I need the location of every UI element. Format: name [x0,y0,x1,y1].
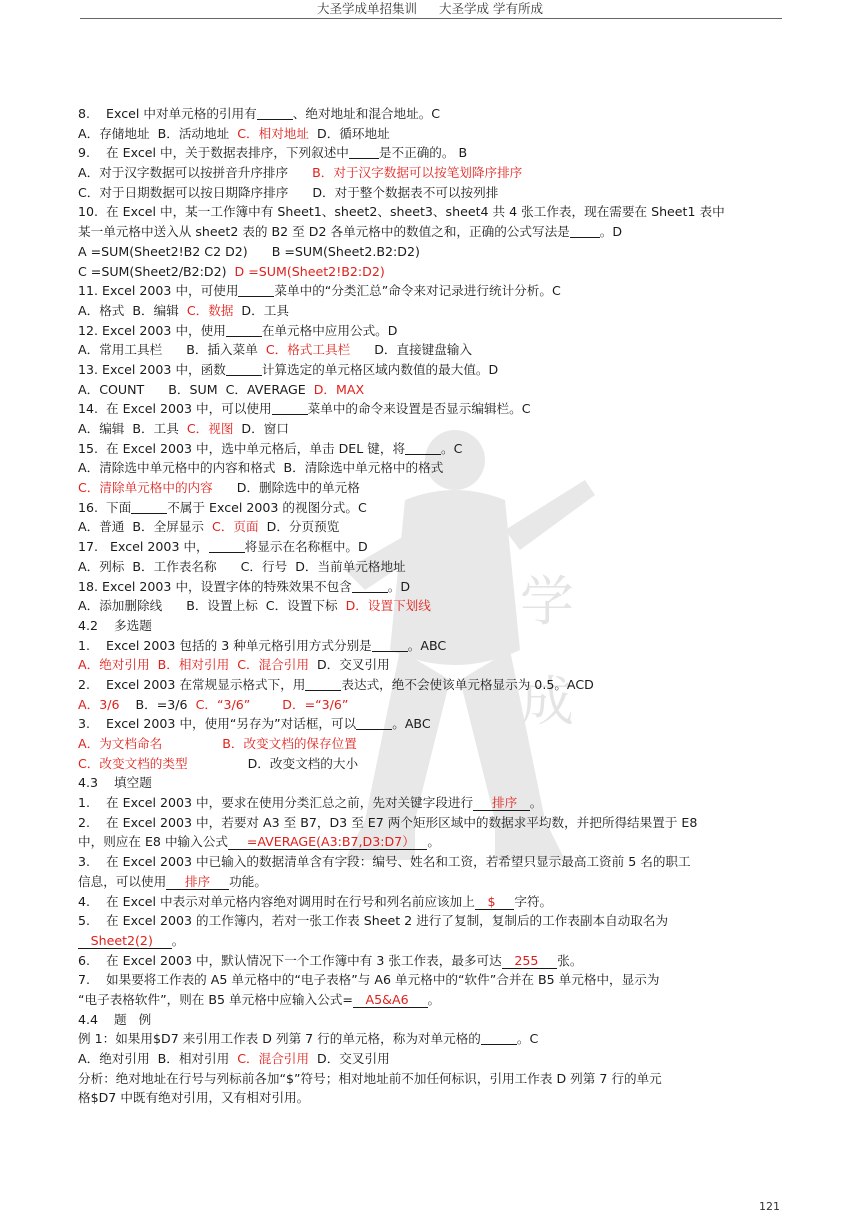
text-line [78,695,784,715]
question-text: 例 1：如果用$D7 来引用工作表 D 列第 7 行的单元格，称为对单元格的 [78,1031,481,1047]
answer-text: D．MAX [313,381,365,397]
question-text: 7. 如果要将工作表的 A5 单元格中的“电子表格”与 A6 单元格中的“软件”合并在 B5 单元格中，显示为 [78,972,660,988]
text-line [78,636,784,656]
question-text: 。 [529,795,543,811]
text-line [78,301,784,321]
text-line [78,675,784,695]
answer-text: C．格式工具栏 [265,342,351,358]
answer-blank [481,1031,517,1045]
question-text: 字符。 [514,893,553,909]
question-text: A．添加删除线 B．设置上标 C．设置下标 [78,598,346,614]
text-line [78,399,784,419]
question-text: 2. Excel 2003 在常规显示格式下，用 [78,676,306,692]
header-rule [80,18,782,19]
question-text: 4.4 题 例 [78,1011,152,1027]
filled-answer: =AVERAGE(A3:B7,D3:D7） [228,834,427,850]
filled-answer: $ [475,894,515,910]
question-text: D．循环地址 [308,125,390,141]
question-text: 12. Excel 2003 中，使用 [78,322,226,338]
question-text: 计算选定的单元格区域内数值的最大值。D [261,361,499,377]
question-text: A．格式 B．编辑 [78,302,187,318]
text-line [78,872,784,892]
question-text: 。D [387,578,411,594]
filled-answer: 排序 [166,874,229,890]
text-line [78,183,784,203]
document-body [78,104,784,1108]
question-text: 13. Excel 2003 中，函数 [78,361,226,377]
answer-text: C．混合引用 [237,1051,309,1066]
question-text: 某一单元格中送入从 sheet2 表的 B2 至 D2 各单元格中的数值之和，正确的公式写法是 [78,224,570,240]
text-line [78,813,784,833]
question-text: 4. 在 Excel 中表示对单元格内容绝对调用时在行号和列名前应该加上 [78,893,475,909]
text-line [78,439,784,459]
header-right: 大圣学成 学有所成 [439,1,543,16]
text-line [78,537,784,557]
question-text: 6. 在 Excel 2003 中，默认情况下一个工作簿中有 3 张工作表，最多可达 [78,952,502,968]
question-text: 1. Excel 2003 包括的 3 种单元格引用方式分别是 [78,637,372,653]
text-line [78,1049,784,1069]
filled-answer: 排序 [473,795,530,811]
answer-text: C．视图 [186,421,234,436]
question-text: A．常用工具栏 B．插入菜单 [78,342,266,358]
text-line [78,104,784,124]
text-line [78,1010,784,1030]
answer-text: A．绝对引用 B．相对引用 C．混合引用 [78,657,309,673]
text-line [78,655,784,675]
answer-blank [257,106,293,120]
question-text: 格$D7 中既有绝对引用，又有相对引用。 [78,1090,310,1106]
question-text: A．普通 B．全屏显示 [78,519,213,535]
question-text: 不属于 Excel 2003 的视图分式。C [167,499,367,515]
answer-blank [226,362,262,376]
answer-text: C．相对地址 [237,125,309,141]
question-text: D．交叉引用 [308,1051,390,1066]
text-line [78,734,784,754]
question-text: 分析：绝对地址在行号与列标前各加“$”符号；相对地址前不加任何标识，引用工作表 D 列第 7 行的单元 [78,1070,662,1086]
header-left: 大圣学成单招集训 [317,1,418,16]
question-text: A．对于汉字数据可以按拼音升序排序 [78,165,313,181]
question-text: “电子表格软件”，则在 B5 单元格中应输入公式= [78,991,353,1007]
question-text: 是不正确的。 B [378,145,468,161]
question-text: A．绝对引用 B．相对引用 [78,1051,238,1066]
question-text: 中，则应在 E8 中输入公式 [78,834,228,850]
answer-blank [209,539,245,553]
text-line [78,596,784,616]
text-line [78,892,784,912]
text-line [78,714,784,734]
page-number: 121 [759,1200,780,1213]
answer-blank [349,145,379,159]
text-line [78,793,784,813]
question-text: 11. Excel 2003 中，可使用 [78,283,239,299]
text-line [78,143,784,163]
text-line [78,911,784,931]
text-line [78,498,784,518]
text-line [78,557,784,577]
question-text: 。 [427,991,441,1007]
question-text: 4.3 填空题 [78,775,152,791]
filled-answer: 255 [502,953,558,969]
question-text: 15. 在 Excel 2003 中，选中单元格后，单击 DEL 键，将 [78,440,406,456]
question-text: 在单元格中应用公式。D [261,322,398,338]
answer-blank [305,677,341,691]
text-line [78,242,784,262]
watermark-char-2: 成 [520,670,574,733]
question-text: 、绝对地址和混合地址。C [292,106,441,121]
text-line [78,616,784,636]
text-line [78,262,784,282]
question-text: 5. 在 Excel 2003 的工作簿内，若对一张工作表 Sheet 2 进行了复制，复制后的工作表副本自动取名为 [78,913,669,929]
text-line [78,577,784,597]
answer-blank [272,401,308,415]
answer-text: B．对于汉字数据可以按笔划降序排序 [312,165,523,181]
question-text: 菜单中的“分类汇总”命令来对记录进行统计分析。C [274,283,561,299]
text-line [78,517,784,537]
question-text: 。C [516,1031,539,1047]
filled-answer: Sheet2(2) [78,933,172,949]
answer-text: C．改变文档的类型 [78,755,188,771]
answer-text: D =SUM(Sheet2!B2:D2) [234,263,385,279]
text-line [78,458,784,478]
text-line [78,1029,784,1049]
question-text: 。 [427,834,440,850]
text-line [78,832,784,852]
filled-answer: A5&A6 [353,992,428,1008]
watermark-char-1: 学 [520,570,574,633]
answer-text: C．数据 [186,302,234,318]
answer-blank [238,283,274,297]
text-line [78,478,784,498]
text-line [78,202,784,222]
text-line [78,281,784,301]
text-line [78,773,784,793]
text-line [78,931,784,951]
question-text: D．删除选中的单元格 [212,480,360,496]
text-line [78,951,784,971]
answer-blank [356,716,392,730]
question-text: 8. Excel 中对单元格的引用有 [78,106,257,121]
text-line [78,380,784,400]
question-text: D．分页预览 [258,519,340,535]
text-line [78,163,784,183]
answer-blank [131,500,167,514]
question-text: 。 [171,932,185,948]
question-text: 功能。 [229,873,267,889]
text-line [78,419,784,439]
page-header [0,0,860,18]
text-line [78,340,784,360]
question-text: D．交叉引用 [308,657,390,673]
answer-blank [405,441,441,455]
answer-blank [372,638,408,652]
question-text: 3. 在 Excel 2003 中已输入的数据清单含有字段：编号、姓名和工资，若希望只显示最高工资前 5 名的职工 [78,854,691,870]
text-line [78,360,784,380]
question-text: 16. 下面 [78,499,132,515]
question-text: 表达式，绝不会使该单元格显示为 0.5。ACD [341,676,594,692]
answer-text: C．“3/6” D．=“3/6” [195,696,349,712]
question-text: B．=3/6 [119,696,196,712]
question-text: D．改变文档的大小 [187,755,359,771]
text-line [78,852,784,872]
question-text: 1. 在 Excel 2003 中，要求在使用分类汇总之前，先对关键字段进行 [78,795,474,811]
text-line [78,754,784,774]
question-text: 。ABC [407,637,447,653]
text-line [78,321,784,341]
answer-text: C．页面 [212,519,259,535]
question-text: 。C [441,440,463,456]
question-text: D．窗口 [233,421,289,436]
question-text: A．清除选中单元格中的内容和格式 B．清除选中单元格中的格式 [78,460,444,476]
text-line [78,222,784,242]
text-line [78,970,784,990]
question-text: 菜单中的命令来设置是否显示编辑栏。C [307,401,531,417]
text-line [78,1069,784,1089]
question-text: 张。 [557,952,583,968]
question-text: 4.2 多选题 [78,617,152,633]
question-text: C =SUM(Sheet2/B2:D2) [78,263,235,279]
question-text: D．直接键盘输入 [350,342,473,358]
question-text: 2. 在 Excel 2003 中，若要对 A3 至 B7，D3 至 E7 两个矩形区域中的数据求平均数，并把所得结果置于 E8 [78,814,698,830]
question-text: A．存储地址 B．活动地址 [78,125,238,141]
question-text: A．编辑 B．工具 [78,421,187,436]
question-text: 3. Excel 2003 中，使用“另存为”对话框，可以 [78,716,357,732]
question-text: 14. 在 Excel 2003 中，可以使用 [78,401,272,417]
question-text: 。ABC [392,716,431,732]
question-text: A．COUNT B．SUM C．AVERAGE [78,381,314,397]
answer-text: A．3/6 [78,696,120,712]
answer-blank [570,224,600,238]
question-text: 18. Excel 2003 中，设置字体的特殊效果不包含 [78,578,352,594]
question-text: C．对于日期数据可以按日期降序排序 D．对于整个数据表不可以按列排 [78,184,499,200]
question-text: A =SUM(Sheet2!B2 C2 D2) B =SUM(Sheet2.B2:D2) [78,243,420,259]
question-text: 9. 在 Excel 中，关于数据表排序，下列叙述中 [78,145,349,161]
question-text: 信息，可以使用 [78,873,167,889]
question-text: 10. 在 Excel 中，某一工作簿中有 Sheet1、sheet2、sheet3、sheet4 共 4 张工作表，现在需要在 Sheet1 表中 [78,204,725,220]
answer-text: D．设置下划线 [345,598,431,614]
answer-text: A．为文档命名 B．改变文档的保存位置 [78,736,357,751]
question-text: D．工具 [233,302,289,318]
question-text: A．列标 B．工作表名称 C．行号 D．当前单元格地址 [78,558,406,574]
answer-blank [226,323,262,337]
answer-text: C．清除单元格中的内容 [78,480,213,496]
question-text: 。D [599,224,623,240]
answer-blank [352,579,388,593]
question-text: 17. Excel 2003 中， [78,539,209,555]
text-line [78,990,784,1010]
text-line [78,124,784,144]
text-line [78,1088,784,1108]
question-text: 将显示在名称框中。D [244,539,368,555]
